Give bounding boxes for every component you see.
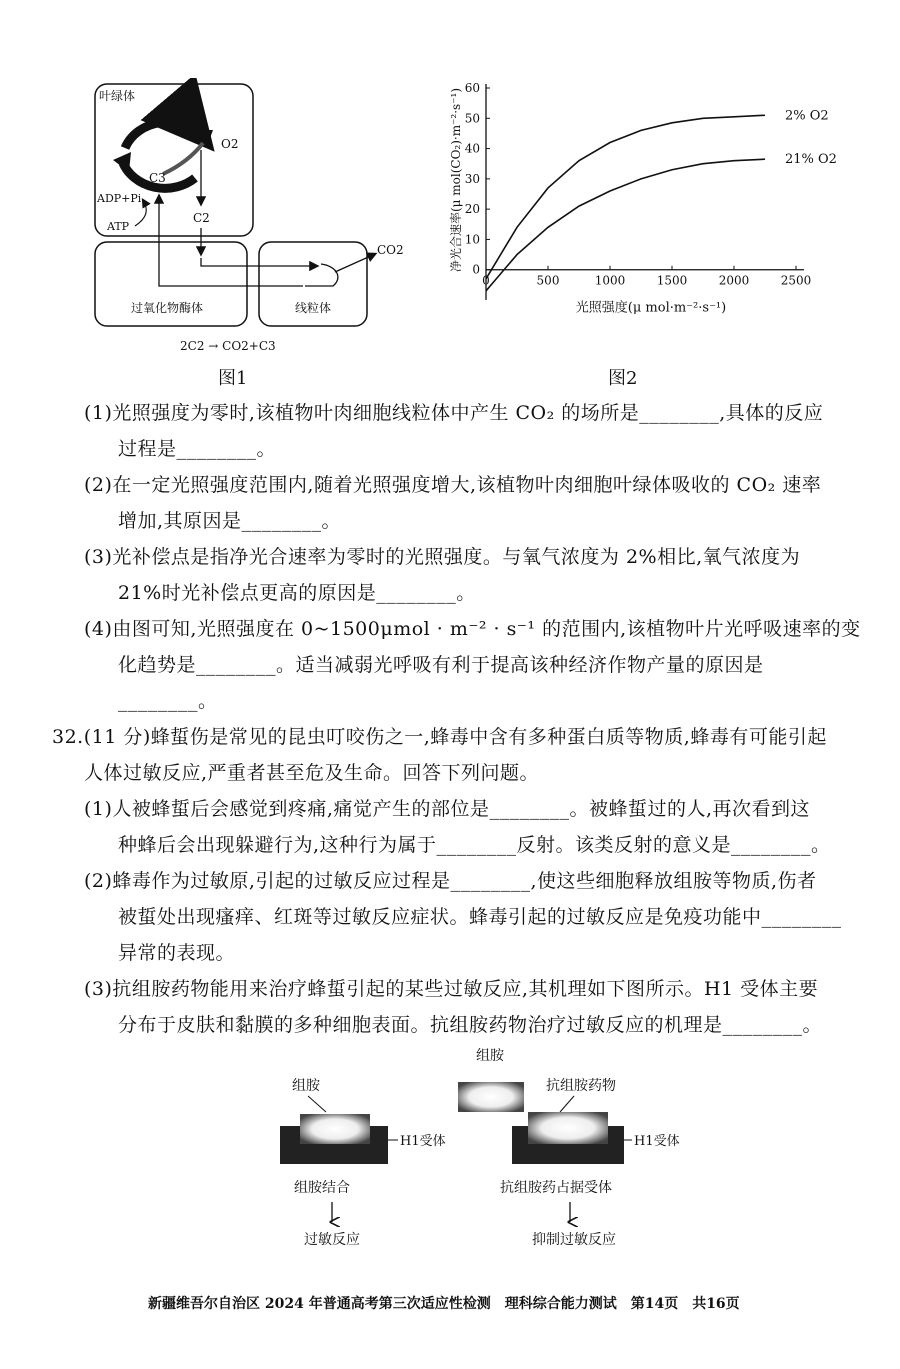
figure3 (270, 1040, 690, 1255)
series-line-21pct-o2 (486, 159, 765, 291)
q31-p4b: 化趋势是________。适当减弱光呼吸有利于提高该种经济作物产量的原因是 (118, 654, 764, 676)
o2-label: O2 (221, 137, 239, 151)
q32-p1a: (1)人被蜂蜇后会感觉到疼痛,痛觉产生的部位是________。被蜂蜇过的人,再次看到这 (84, 798, 810, 820)
q32-p3a: (3)抗组胺药物能用来治疗蜂蜇引起的某些过敏反应,其机理如下图所示。H1 受体主要 (84, 978, 819, 1000)
return-to-chloroplast-arrow (159, 196, 303, 286)
q32-intro-b: 人体过敏反应,严重者甚至危及生命。回答下列问题。 (84, 762, 540, 784)
q32-p2b: 被蜇处出现瘙痒、红斑等过敏反应症状。蜂毒引起的过敏反应是免疫功能中________ (118, 906, 842, 928)
y-tick-label: 0 (472, 262, 480, 277)
q32-p2c: 异常的表现。 (118, 942, 236, 964)
histamine-left-block (300, 1114, 370, 1144)
figure2-chart (438, 78, 868, 353)
antihistamine-pointer (560, 1096, 574, 1112)
figure3-diagram (270, 1040, 690, 1255)
adp-label: ADP+Pi (97, 192, 142, 205)
figure1-diagram (85, 78, 415, 358)
rubisco-oxygenation-arrow (163, 143, 203, 174)
q31-p4a: (4)由图可知,光照强度在 0~1500μmol · m⁻² · s⁻¹ 的范围内,该植物叶片光呼吸速率的变 (84, 618, 861, 640)
c2-label: C2 (193, 211, 210, 225)
chloroplast-label: 叶绿体 (99, 89, 136, 103)
inhibit-label: 抑制过敏反应 (532, 1232, 616, 1248)
mito-co2-arrow (305, 264, 338, 286)
receptor-right-label: H1受体 (634, 1134, 680, 1149)
peroxisome-label: 过氧化物酶体 (131, 301, 204, 315)
calvin-cycle-arc-top (125, 122, 203, 148)
y-tick-label: 40 (464, 141, 480, 156)
q31-p1a: (1)光照强度为零时,该植物叶肉细胞线粒体中产生 CO₂ 的场所是________,具体的反应 (84, 402, 824, 424)
binding-label: 组胺结合 (294, 1180, 350, 1196)
x-tick-label: 500 (536, 273, 560, 288)
q32-p3b: 分布于皮肤和黏膜的多种细胞表面。抗组胺药物治疗过敏反应的机理是________。 (118, 1014, 823, 1036)
series-line-2pct-o2 (486, 115, 765, 279)
q32-p1b: 种蜂后会出现躲避行为,这种行为属于________反射。该类反射的意义是________。 (118, 834, 831, 856)
antihistamine-label: 抗组胺药物 (546, 1078, 616, 1094)
q31-p3b: 21%时光补偿点更高的原因是________。 (118, 582, 476, 604)
figure1-caption: 图1 (218, 368, 248, 389)
series-label-21pct-o2: 21% O2 (785, 152, 837, 168)
q31-p2a: (2)在一定光照强度范围内,随着光照强度增大,该植物叶肉细胞叶绿体吸收的 CO₂ 速率 (84, 474, 822, 496)
y-axis-label: 净光合速率(μ mol(CO₂)·m⁻²·s⁻¹) (449, 87, 463, 273)
figure1 (85, 78, 415, 358)
y-tick-label: 30 (464, 171, 480, 186)
c3-label: C3 (149, 171, 166, 185)
x-tick-label: 1000 (594, 273, 626, 288)
equation-label: 2C2 → CO2+C3 (180, 339, 276, 353)
y-tick-label: 10 (464, 232, 480, 247)
x-tick-label: 2000 (718, 273, 750, 288)
co2-release-arrow (335, 254, 375, 272)
q31-p4c: ________。 (118, 690, 218, 712)
x-tick-label: 2500 (780, 273, 812, 288)
y-tick-label: 60 (464, 81, 480, 95)
allergy-label: 过敏反应 (304, 1232, 360, 1248)
q31-p3a: (3)光补偿点是指净光合速率为零时的光照强度。与氧气浓度为 2%相比,氧气浓度为 (84, 546, 801, 568)
mitochondrion-label: 线粒体 (295, 301, 332, 315)
figure2 (438, 78, 868, 353)
figure2-caption: 图2 (608, 368, 638, 389)
occupy-label: 抗组胺药占据受体 (500, 1180, 612, 1196)
y-tick-label: 20 (464, 202, 480, 217)
x-tick-label: 0 (482, 273, 490, 288)
histamine-left-label: 组胺 (292, 1078, 320, 1094)
page-footer: 新疆维吾尔自治区 2024 年普通高考第三次适应性检测 理科综合能力测试 第14页 共16页 (148, 1296, 740, 1312)
antihistamine-block (528, 1112, 608, 1144)
receptor-left-label: H1受体 (400, 1134, 446, 1149)
q31-p1b: 过程是________。 (118, 438, 277, 460)
x-tick-label: 1500 (656, 273, 688, 288)
q31-p2b: 增加,其原因是________。 (118, 510, 342, 532)
q32-intro-a: 32.(11 分)蜂蜇伤是常见的昆虫叮咬伤之一,蜂毒中含有多种蛋白质等物质,蜂毒有可能引起 (52, 726, 827, 748)
atp-label: ATP (107, 220, 130, 233)
histamine-left-pointer (308, 1096, 326, 1112)
histamine-right-label: 组胺 (476, 1048, 504, 1064)
y-tick-label: 50 (464, 111, 480, 126)
x-axis-label: 光照强度(μ mol·m⁻²·s⁻¹) (575, 300, 727, 316)
q32-p2a: (2)蜂毒作为过敏原,引起的过敏反应过程是________,使这些细胞释放组胺等物质,伤者 (84, 870, 817, 892)
series-label-2pct-o2: 2% O2 (785, 108, 829, 124)
c5-label: C5 (195, 129, 212, 143)
histamine-right-block (458, 1082, 524, 1112)
co2-label: CO2 (377, 243, 404, 257)
